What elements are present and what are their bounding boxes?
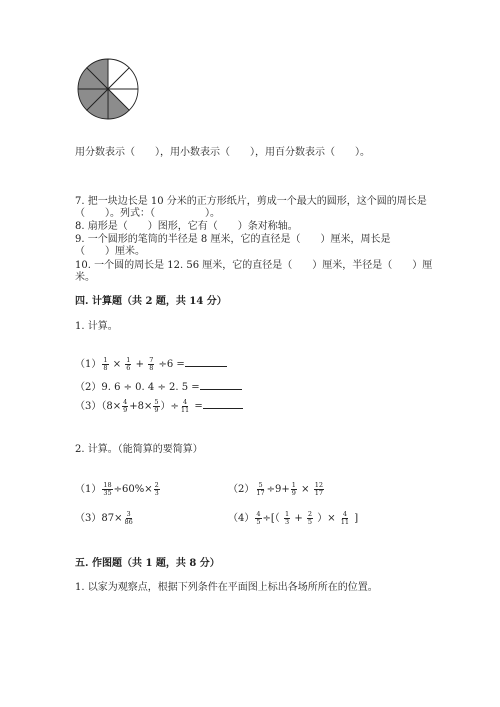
q10-line2: 米。 <box>75 272 95 283</box>
fraction: $\frac{18}{35}$ <box>103 481 112 497</box>
calc-item-1: （1） $\frac{1}{8}$ × $\frac{1}{6}$ + $\frac{7}{8}$ ÷6 = <box>75 357 227 372</box>
fraction: $\frac{4}{5}$ <box>256 510 261 526</box>
calc2-item-1: （1） $\frac{18}{35}$ ÷60%× $\frac{2}{3}$ <box>75 481 159 497</box>
answer-blank <box>200 380 242 390</box>
section5-heading: 五. 作图题（共 1 题，共 8 分） <box>75 558 220 569</box>
q6-representation-line: 用分数表示（ ），用小数表示（ ），用百分数表示（ ）。 <box>75 147 370 158</box>
q7-line2: （ ）。列式：（ ）。 <box>75 208 220 219</box>
answer-blank <box>185 357 227 367</box>
section4-q1-title: 1. 计算。 <box>75 321 118 332</box>
fraction: $\frac{5}{9}$ <box>154 398 159 414</box>
fraction: $\frac{1}{8}$ <box>103 356 108 372</box>
fraction: $\frac{3}{86}$ <box>124 510 133 526</box>
fraction: $\frac{2}{5}$ <box>307 510 313 526</box>
fraction: $\frac{4}{9}$ <box>123 398 128 414</box>
fraction: $\frac{5}{17}$ <box>256 481 265 497</box>
q8-line: 8. 扇形是（ ）图形，它有（ ）条对称轴。 <box>75 221 298 232</box>
q9-line1: 9. 一个圆形的笔筒的半径是 8 厘米，它的直径是（ ）厘米，周长是 <box>75 234 391 245</box>
fraction: $\frac{12}{17}$ <box>314 481 323 497</box>
section4-heading: 四. 计算题（共 2 题，共 14 分） <box>75 296 227 307</box>
fraction: $\frac{4}{11}$ <box>340 510 350 526</box>
calc-item-3: （3）（8× $\frac{4}{9}$ +8× $\frac{5}{9}$ ）÷ $\frac{4}{11}$ = <box>75 399 243 414</box>
fraction: $\frac{7}{8}$ <box>149 356 154 372</box>
calc-item-2: （2）9. 6 ÷ 0. 4 ÷ 2. 5 = <box>75 380 242 394</box>
section5-q1: 1. 以家为观察点，根据下列条件在平面图上标出各场所所在的位置。 <box>75 582 378 593</box>
calc2-item-2: （2） $\frac{5}{17}$ ÷9+ $\frac{1}{9}$ × $\frac{12}{17}$ <box>228 481 323 497</box>
fraction: $\frac{2}{3}$ <box>154 481 159 497</box>
shaded-circle-figure <box>76 57 140 121</box>
calc2-item-3: （3）87× $\frac{3}{86}$ <box>75 510 133 526</box>
q10-line1: 10. 一个圆的周长是 12. 56 厘米，它的直径是（ ）厘米，半径是（ ）厘 <box>75 260 433 271</box>
section4-q2-title: 2. 计算。（能简算的要简算） <box>75 444 203 455</box>
answer-blank <box>203 399 243 409</box>
q7-line1: 7. 把一块边长是 10 分米的正方形纸片，剪成一个最大的圆形，这个圆的周长是 <box>75 196 427 207</box>
calc2-item-4: （4） $\frac{4}{5}$ ÷[（ $\frac{1}{3}$ + $\frac{2}{5}$ ）× $\frac{4}{11}$ ] <box>228 510 359 526</box>
fraction: $\frac{1}{9}$ <box>291 481 296 497</box>
fraction: $\frac{4}{11}$ <box>180 398 190 414</box>
fraction: $\frac{1}{3}$ <box>284 510 290 526</box>
fraction: $\frac{1}{6}$ <box>126 356 131 372</box>
q9-line2: （ ）厘米。 <box>75 246 145 257</box>
